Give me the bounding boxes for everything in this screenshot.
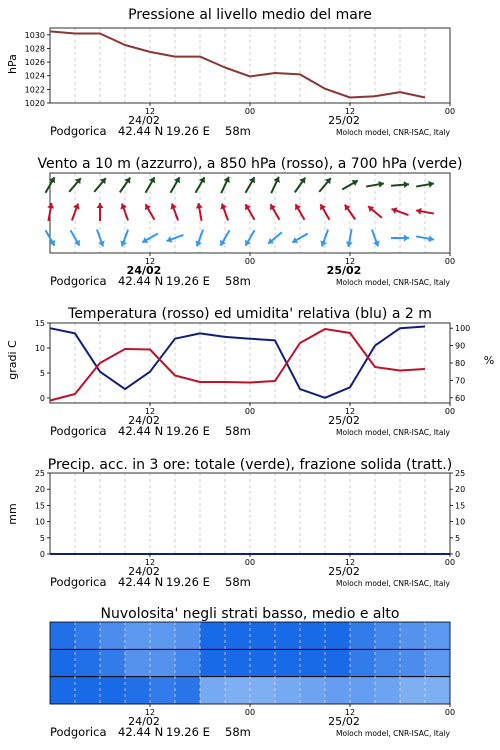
date-label: 25/02 xyxy=(328,715,360,728)
temperature-y-label: 15 xyxy=(34,319,45,328)
pressure-panel xyxy=(6,7,455,138)
precip-y-label: 10 xyxy=(34,517,45,527)
wind-10m-arrow xyxy=(320,230,328,247)
cloud-cell xyxy=(75,677,100,705)
x-tick-label: 12 xyxy=(344,708,356,717)
elevation: 58m xyxy=(225,124,251,138)
pressure-x-axis xyxy=(50,103,455,138)
wind-700-arrow xyxy=(246,177,256,193)
date-label: 24/02 xyxy=(128,565,160,578)
cloud-cell xyxy=(100,649,125,677)
cloud-cell xyxy=(400,677,425,705)
wind-850-arrow xyxy=(72,204,80,221)
cloud-cell xyxy=(275,649,300,677)
x-tick-label: 12 xyxy=(144,107,156,116)
arrow-head xyxy=(404,235,409,242)
location-name: Podgorica xyxy=(50,124,107,138)
model-credit: Moloch model, CNR-ISAC, Italy xyxy=(336,128,450,137)
wind-850-arrow xyxy=(97,203,104,221)
wind-10m-arrow xyxy=(245,230,255,246)
cloud-cell xyxy=(200,622,225,650)
arrow-head xyxy=(97,203,104,208)
cloud-cell xyxy=(425,677,450,705)
wind-700-arrow xyxy=(171,177,181,193)
x-tick-label: 12 xyxy=(144,558,156,567)
precip-y2-label: 25 xyxy=(455,469,466,478)
pressure-series xyxy=(50,31,425,97)
x-tick-label: 00 xyxy=(444,257,456,266)
latitude: 42.44 N xyxy=(118,124,164,138)
x-tick-label: 00 xyxy=(444,107,456,116)
longitude: 19.26 E xyxy=(166,424,210,438)
elevation: 58m xyxy=(225,274,251,288)
x-tick-label: 12 xyxy=(144,407,156,416)
latitude: 42.44 N xyxy=(118,274,164,288)
latitude: 42.44 N xyxy=(118,725,164,739)
wind-850-arrow xyxy=(47,203,54,221)
x-tick-label: 00 xyxy=(244,407,256,416)
precip-y2-label: 15 xyxy=(455,501,466,511)
pressure-ylabel: hPa xyxy=(6,54,19,74)
cloud-x-axis xyxy=(50,704,455,739)
cloud-cell xyxy=(275,622,300,650)
cloud-cell xyxy=(375,622,400,650)
cloud-cell xyxy=(250,649,275,677)
date-label: 24/02 xyxy=(128,114,160,127)
longitude: 19.26 E xyxy=(166,725,210,739)
x-tick-label: 00 xyxy=(244,708,256,717)
model-credit: Moloch model, CNR-ISAC, Italy xyxy=(336,278,450,287)
humidity-y-ticks xyxy=(450,324,470,403)
cloud-cell xyxy=(125,649,150,677)
wind-700-arrow xyxy=(295,178,305,193)
x-tick-label: 00 xyxy=(244,558,256,567)
cloud-cell xyxy=(250,622,275,650)
cloud-title: Nuvolosita' negli strati basso, medio e alto xyxy=(100,606,400,622)
pressure-y-label: 1030 xyxy=(24,30,45,40)
temperature-panel xyxy=(6,306,494,438)
cloud-cell xyxy=(300,649,325,677)
humidity-line xyxy=(50,327,425,398)
longitude: 19.26 E xyxy=(166,575,210,589)
cloud-cell xyxy=(325,649,350,677)
elevation: 58m xyxy=(225,424,251,438)
cloud-cell xyxy=(400,622,425,650)
temperature-title: Temperatura (rosso) ed umidita' relativa (blu) a 2 m xyxy=(68,306,432,322)
wind-title: Vento a 10 m (azzurro), a 850 hPa (rosso), a 700 hPa (verde) xyxy=(37,156,463,172)
cloud-cell xyxy=(75,649,100,677)
cloud-cell xyxy=(150,649,175,677)
wind-850-arrow xyxy=(416,208,434,215)
latitude: 42.44 N xyxy=(118,424,164,438)
model-credit: Moloch model, CNR-ISAC, Italy xyxy=(336,729,450,738)
cloud-cell xyxy=(50,622,75,650)
date-label: 24/02 xyxy=(128,414,160,427)
humidity-y-label: 90 xyxy=(455,341,466,351)
precip-y-label: 25 xyxy=(34,469,45,478)
wind-700-arrow xyxy=(146,177,156,193)
temperature-series xyxy=(50,327,425,401)
pressure-title: Pressione al livello medio del mare xyxy=(128,7,372,23)
cloud-cell xyxy=(275,677,300,705)
precip-x-axis xyxy=(50,554,455,589)
x-tick-label: 12 xyxy=(144,708,156,717)
x-tick-label: 00 xyxy=(444,407,456,416)
pressure-y-label: 1022 xyxy=(24,85,45,95)
cloud-cell xyxy=(350,677,375,705)
cloud-cell xyxy=(425,622,450,650)
cloud-cell xyxy=(375,649,400,677)
cloud-cell xyxy=(400,649,425,677)
precip-panel xyxy=(6,457,465,589)
date-label: 25/02 xyxy=(328,565,360,578)
precip-grid xyxy=(75,473,425,554)
x-tick-label: 12 xyxy=(344,257,356,266)
wind-10m-arrow xyxy=(195,230,203,247)
precip-y-ticks xyxy=(35,469,50,559)
cloud-cell xyxy=(50,677,75,705)
wind-10m-arrow xyxy=(220,230,230,246)
elevation: 58m xyxy=(225,575,251,589)
precip-y-label: 5 xyxy=(39,533,45,543)
wind-850-arrow xyxy=(392,207,409,215)
cloud-cell xyxy=(125,622,150,650)
precip-y2-label: 0 xyxy=(455,550,461,559)
wind-850-arrow xyxy=(170,204,178,221)
cloud-cell xyxy=(175,622,200,650)
x-tick-label: 00 xyxy=(244,257,256,266)
pressure-y-label: 1026 xyxy=(24,58,45,68)
cloud-cell xyxy=(250,677,275,705)
cloud-cell xyxy=(175,649,200,677)
x-tick-label: 12 xyxy=(344,407,356,416)
wind-700-arrow xyxy=(196,177,206,193)
precip-y2-label: 5 xyxy=(455,533,461,543)
latitude: 42.44 N xyxy=(118,575,164,589)
cloud-cell xyxy=(325,677,350,705)
wind-10m-arrow xyxy=(346,229,353,247)
temperature-ylabel: gradi C xyxy=(6,340,19,380)
cloud-cell xyxy=(425,649,450,677)
arrow-head xyxy=(404,181,409,188)
cloud-cell xyxy=(225,649,250,677)
cloud-cell xyxy=(200,677,225,705)
wind-arrows xyxy=(46,177,434,247)
temperature-x-axis xyxy=(50,403,455,438)
temperature-y-label: 5 xyxy=(39,369,45,378)
wind-850-arrow xyxy=(220,204,228,221)
x-tick-label: 12 xyxy=(144,257,156,266)
wind-panel xyxy=(37,156,462,288)
wind-850-arrow xyxy=(120,204,128,221)
date-label: 25/02 xyxy=(328,414,360,427)
pressure-grid xyxy=(75,28,425,103)
humidity-ylabel: % xyxy=(483,354,495,367)
precip-y-label: 15 xyxy=(34,501,45,511)
precip-y2-ticks xyxy=(450,469,465,559)
humidity-y-label: 60 xyxy=(455,393,466,403)
location-name: Podgorica xyxy=(50,575,107,589)
location-name: Podgorica xyxy=(50,274,107,288)
cloud-cell xyxy=(100,677,125,705)
cloud-cell xyxy=(325,622,350,650)
location-name: Podgorica xyxy=(50,424,107,438)
wind-10m-arrow xyxy=(372,230,380,247)
cloud-cell xyxy=(225,677,250,705)
wind-850-arrow xyxy=(196,203,203,221)
humidity-y-label: 100 xyxy=(455,324,471,334)
x-tick-label: 00 xyxy=(444,708,456,717)
cloud-cell xyxy=(125,677,150,705)
longitude: 19.26 E xyxy=(166,124,210,138)
model-credit: Moloch model, CNR-ISAC, Italy xyxy=(336,579,450,588)
wind-700-arrow xyxy=(221,177,230,193)
cloud-cell xyxy=(300,622,325,650)
pressure-line xyxy=(50,31,425,97)
cloud-cell xyxy=(175,677,200,705)
temperature-y-ticks xyxy=(35,319,50,403)
cloud-cell xyxy=(300,677,325,705)
x-tick-label: 12 xyxy=(344,107,356,116)
precip-y-label: 20 xyxy=(34,485,45,495)
cloud-cell xyxy=(200,649,225,677)
pressure-y-ticks xyxy=(25,31,50,108)
cloud-cell xyxy=(100,622,125,650)
wind-10m-arrow xyxy=(120,230,128,247)
cloud-cell xyxy=(225,622,250,650)
cloud-cell xyxy=(150,622,175,650)
longitude: 19.26 E xyxy=(166,274,210,288)
pressure-y-label: 1024 xyxy=(24,71,45,81)
humidity-y-label: 70 xyxy=(455,376,466,386)
cloud-cell xyxy=(375,677,400,705)
cloud-cell xyxy=(150,677,175,705)
x-tick-label: 00 xyxy=(444,558,456,567)
temperature-y-label: 0 xyxy=(39,394,45,403)
date-label: 24/02 xyxy=(128,715,160,728)
wind-700-arrow xyxy=(120,178,130,193)
humidity-y-label: 80 xyxy=(455,359,466,368)
precip-title: Precip. acc. in 3 ore: totale (verde), frazione solida (tratt.) xyxy=(47,457,453,473)
precip-y-label: 0 xyxy=(39,550,45,559)
precip-y2-label: 20 xyxy=(455,485,466,495)
temperature-y-label: 10 xyxy=(34,344,45,353)
model-credit: Moloch model, CNR-ISAC, Italy xyxy=(336,428,450,437)
cloud-cell xyxy=(350,622,375,650)
precip-y2-label: 10 xyxy=(455,517,466,527)
temperature-line xyxy=(50,329,425,401)
x-tick-label: 12 xyxy=(344,558,356,567)
wind-x-axis xyxy=(50,253,455,288)
date-label: 25/02 xyxy=(328,114,360,127)
wind-10m-arrow xyxy=(71,230,81,246)
cloud-cell xyxy=(75,622,100,650)
pressure-y-label: 1020 xyxy=(24,99,45,108)
precip-ylabel: mm xyxy=(6,503,19,525)
date-label: 25/02 xyxy=(326,264,362,277)
location-name: Podgorica xyxy=(50,725,107,739)
x-tick-label: 00 xyxy=(244,107,256,116)
date-label: 24/02 xyxy=(126,264,162,277)
wind-10m-arrow xyxy=(97,230,105,247)
pressure-y-label: 1028 xyxy=(24,44,45,54)
cloud-cell xyxy=(350,649,375,677)
elevation: 58m xyxy=(225,725,251,739)
cloud-cell xyxy=(50,649,75,677)
cloud-panel xyxy=(50,606,455,739)
wind-700-arrow xyxy=(271,177,280,193)
